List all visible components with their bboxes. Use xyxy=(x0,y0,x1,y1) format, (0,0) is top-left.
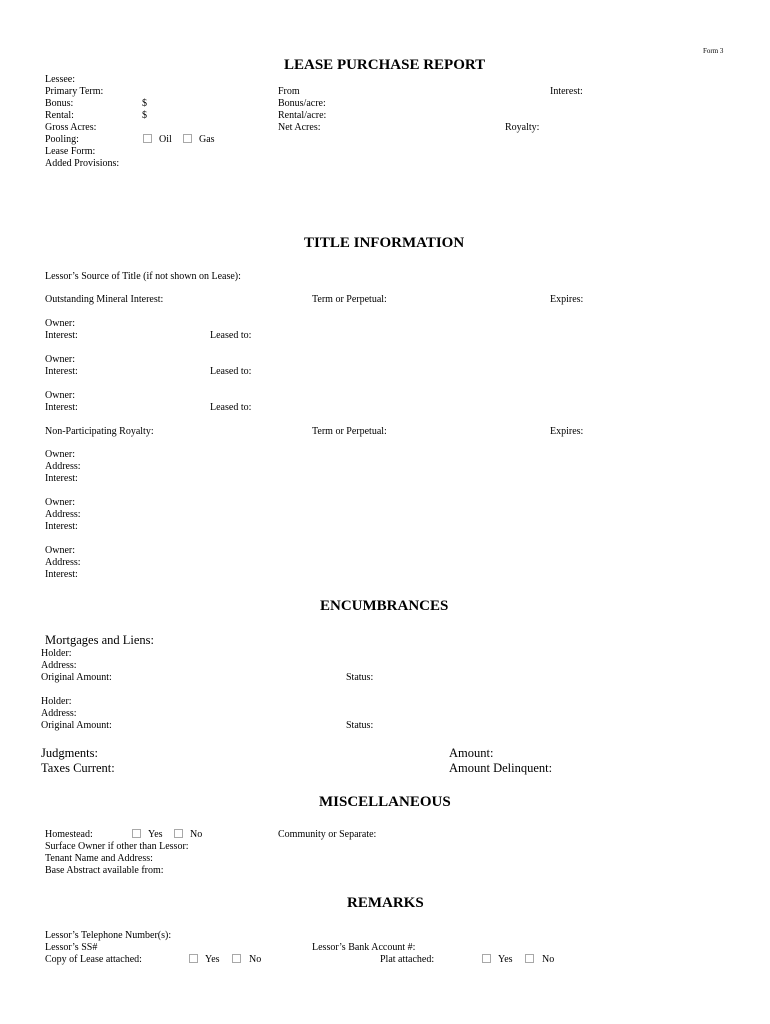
rental-dollar-sign: $ xyxy=(142,110,147,121)
copy-of-lease-no-label: No xyxy=(249,954,262,965)
remarks-heading: REMARKS xyxy=(347,895,424,911)
omi-leased-to-3-label: Leased to: xyxy=(210,402,252,413)
npr-owner-2-label: Owner: xyxy=(45,497,75,508)
bonus-label: Bonus: xyxy=(45,98,74,109)
holder-1-address-label: Address: xyxy=(41,660,77,671)
net-acres-label: Net Acres: xyxy=(278,122,321,133)
surface-owner-label: Surface Owner if other than Lessor: xyxy=(45,841,189,852)
omi-interest-3-label: Interest: xyxy=(45,402,78,413)
omi-leased-to-2-label: Leased to: xyxy=(210,366,252,377)
homestead-label: Homestead: xyxy=(45,829,93,840)
non-participating-royalty-label: Non-Participating Royalty: xyxy=(45,426,154,437)
omi-expires-label: Expires: xyxy=(550,294,584,305)
npr-address-2-label: Address: xyxy=(45,509,81,520)
holder-2-status-label: Status: xyxy=(346,720,374,731)
holder-1-original-amount-label: Original Amount: xyxy=(41,672,112,683)
npr-term-or-perpetual-label: Term or Perpetual: xyxy=(312,426,387,437)
lessor-bank-account-label: Lessor’s Bank Account #: xyxy=(312,942,416,953)
page-title: LEASE PURCHASE REPORT xyxy=(284,57,486,73)
omi-owner-3-label: Owner: xyxy=(45,390,75,401)
omi-owner-2-label: Owner: xyxy=(45,354,75,365)
plat-yes-label: Yes xyxy=(498,954,513,965)
lease-form-label: Lease Form: xyxy=(45,146,96,157)
holder-2-original-amount-label: Original Amount: xyxy=(41,720,112,731)
copy-of-lease-label: Copy of Lease attached: xyxy=(45,954,142,965)
homestead-yes-checkbox[interactable] xyxy=(132,829,141,838)
gas-checkbox[interactable] xyxy=(183,134,192,143)
gross-acres-label: Gross Acres: xyxy=(45,122,97,133)
from-label: From xyxy=(278,86,300,97)
amount-label: Amount: xyxy=(449,746,494,760)
omi-interest-1-label: Interest: xyxy=(45,330,78,341)
primary-term-label: Primary Term: xyxy=(45,86,104,97)
homestead-no-label: No xyxy=(190,829,203,840)
lessor-ss-label: Lessor’s SS# xyxy=(45,942,98,953)
npr-address-3-label: Address: xyxy=(45,557,81,568)
holder-1-status-label: Status: xyxy=(346,672,374,683)
npr-owner-1-label: Owner: xyxy=(45,449,75,460)
lessor-telephone-label: Lessor’s Telephone Number(s): xyxy=(45,930,172,941)
omi-interest-2-label: Interest: xyxy=(45,366,78,377)
holder-1-label: Holder: xyxy=(41,648,72,659)
taxes-current-label: Taxes Current: xyxy=(41,761,115,775)
plat-attached-label: Plat attached: xyxy=(380,954,435,965)
rental-label: Rental: xyxy=(45,110,74,121)
plat-no-checkbox[interactable] xyxy=(525,954,534,963)
copy-of-lease-yes-checkbox[interactable] xyxy=(189,954,198,963)
added-provisions-label: Added Provisions: xyxy=(45,158,120,169)
homestead-no-checkbox[interactable] xyxy=(174,829,183,838)
community-or-separate-label: Community or Separate: xyxy=(278,829,377,840)
judgments-label: Judgments: xyxy=(41,746,98,760)
lessee-label: Lessee: xyxy=(45,74,75,85)
source-of-title-label: Lessor’s Source of Title (if not shown on Lease): xyxy=(45,271,241,282)
amount-delinquent-label: Amount Delinquent: xyxy=(449,761,553,775)
base-abstract-label: Base Abstract available from: xyxy=(45,865,164,876)
plat-no-label: No xyxy=(542,954,555,965)
pooling-label: Pooling: xyxy=(45,134,79,145)
miscellaneous-heading: MISCELLANEOUS xyxy=(319,794,451,810)
holder-2-address-label: Address: xyxy=(41,708,77,719)
oil-label: Oil xyxy=(159,134,172,145)
omi-term-or-perpetual-label: Term or Perpetual: xyxy=(312,294,387,305)
homestead-yes-label: Yes xyxy=(148,829,163,840)
encumbrances-heading: ENCUMBRANCES xyxy=(320,598,449,614)
tenant-name-address-label: Tenant Name and Address: xyxy=(45,853,153,864)
form-number: Form 3 xyxy=(703,47,724,55)
bonus-per-acre-label: Bonus/acre: xyxy=(278,98,326,109)
npr-interest-2-label: Interest: xyxy=(45,521,78,532)
omi-leased-to-1-label: Leased to: xyxy=(210,330,252,341)
title-information-heading: TITLE INFORMATION xyxy=(304,235,465,251)
npr-expires-label: Expires: xyxy=(550,426,584,437)
holder-2-label: Holder: xyxy=(41,696,72,707)
npr-address-1-label: Address: xyxy=(45,461,81,472)
bonus-dollar-sign: $ xyxy=(142,98,147,109)
copy-of-lease-yes-label: Yes xyxy=(205,954,220,965)
royalty-label: Royalty: xyxy=(505,122,540,133)
rental-per-acre-label: Rental/acre: xyxy=(278,110,327,121)
mortgages-and-liens-label: Mortgages and Liens: xyxy=(45,633,155,647)
oil-checkbox[interactable] xyxy=(143,134,152,143)
omi-owner-1-label: Owner: xyxy=(45,318,75,329)
copy-of-lease-no-checkbox[interactable] xyxy=(232,954,241,963)
npr-interest-3-label: Interest: xyxy=(45,569,78,580)
plat-yes-checkbox[interactable] xyxy=(482,954,491,963)
gas-label: Gas xyxy=(199,134,215,145)
npr-interest-1-label: Interest: xyxy=(45,473,78,484)
npr-owner-3-label: Owner: xyxy=(45,545,75,556)
outstanding-mineral-interest-label: Outstanding Mineral Interest: xyxy=(45,294,164,305)
interest-label: Interest: xyxy=(550,86,583,97)
